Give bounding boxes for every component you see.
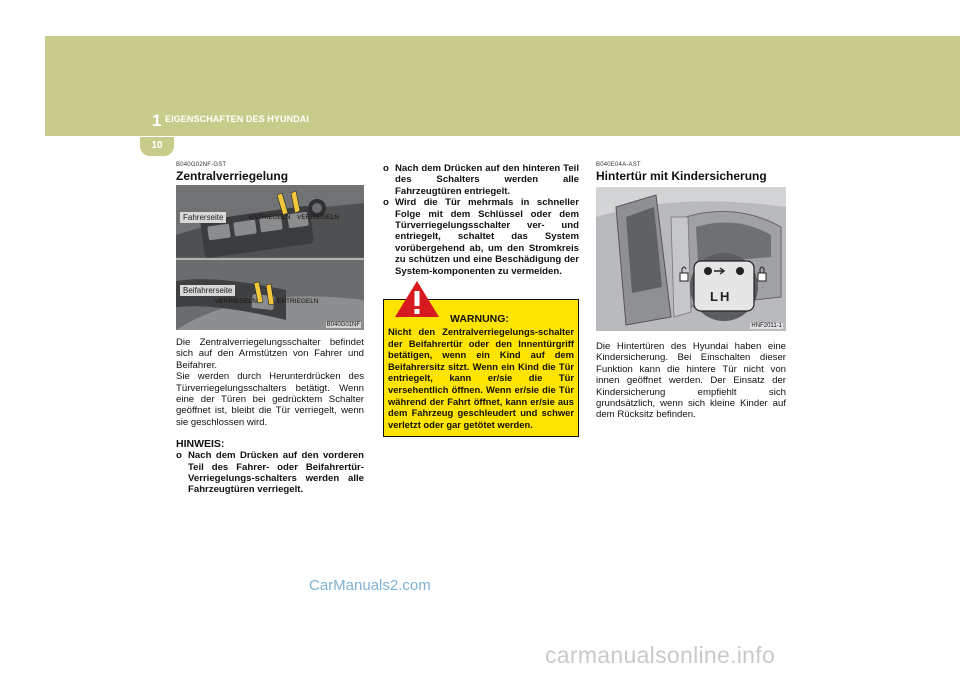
door-switch-photo [176, 185, 364, 330]
bullet-text: Wird die Tür mehrmals in schneller Folge mit dem Schlüssel oder dem Türverriegelungsschalter ver- und entriegelt, schaltet das System vorübergehend ab, um den Stromkreis zu schützen und eine Beschädigung der System-komponenten zu vermeiden. [395, 197, 579, 277]
bullet-rear-press [383, 163, 579, 197]
section-title: Hintertür mit Kindersicherung [596, 169, 767, 183]
watermark-carmanuals2[interactable]: CarManuals2.com [309, 577, 431, 594]
paragraph-child-lock: Die Hintertüren des Hyundai haben eine Kindersicherung. Bei Einschalten dieser Funktion kann die hintere Tür nicht von innen geöffnet werden. Der Einsatz der Kindersicherung empfiehlt sich grundsätzlich, wenn sich kleine Kinder auf dem Rücksitz befinden. [596, 341, 786, 421]
watermark-carmanualsonline[interactable]: carmanualsonline.info [545, 642, 776, 668]
bullet-text: Nach dem Drücken auf den vorderen Teil des Fahrer- oder Beifahrertür-Verriegelungs-schalters werden alle Fahrzeugtüren verriegelt. [188, 450, 364, 496]
column-central-locking [176, 162, 364, 330]
note-title: HINWEIS: [176, 438, 225, 451]
section-code: B040E04A-AST [596, 162, 641, 168]
door-switch-illustration [176, 185, 364, 330]
photo-code: HNF2011-1 [751, 323, 782, 329]
label-passenger-side: Beifahrerseite [180, 285, 235, 296]
section-code: B040G02NF-GST [176, 162, 227, 168]
label-driver-side: Fahrerseite [180, 212, 226, 223]
column-child-lock [596, 162, 786, 421]
chapter-title: EIGENSCHAFTEN DES HYUNDAI [165, 114, 310, 124]
bullet-marker: o [383, 197, 389, 209]
chapter-number: 1 [152, 111, 162, 130]
rear-door-illustration [596, 187, 786, 331]
label-verriegeln-top: VERRIEGELN [297, 214, 339, 221]
photo-code: B040G01NF [326, 322, 360, 328]
paragraph-location: Die Zentralverriegelungsschalter befindet sich auf den Armstützen von Fahrer und Beifahrer. [176, 337, 364, 371]
label-verriegeln-bottom: VERRIEGELN [215, 298, 257, 305]
column-bullets-warning [383, 163, 579, 437]
bullet-marker: o [383, 163, 389, 174]
lock-label-lh: LH [710, 289, 732, 304]
note-bullet [176, 450, 364, 496]
label-entriegeln-top: ENTRIEGELN [249, 214, 291, 221]
section-title: Zentralverriegelung [176, 169, 289, 183]
label-entriegeln-bottom: ENTRIEGELN [277, 298, 319, 305]
bullet-marker: o [176, 450, 182, 462]
page-number: 10 [151, 140, 163, 151]
bullet-system-protection [383, 197, 579, 277]
warning-text: Nicht den Zentralverriegelungs-schalter der Beifahrertür oder den Innentürgriff betätigen, wenn ein Kind auf dem Beifahrersitz sitzt. Wenn ein Kind die Tür entriegelt, kann er/sie die Tür versehentlich öffnen. Wenn er/sie die Tür während der Fahrt öffnet, kann er/sie aus dem Fahrzeug geschleudert und schwer verletzt oder gar getötet werden. [388, 326, 574, 430]
warning-box [383, 299, 579, 437]
rear-door-photo [596, 187, 786, 331]
warning-triangle-icon [394, 280, 440, 318]
column-central-locking-text [176, 337, 364, 496]
bullet-text: Nach dem Drücken auf den hinteren Teil des Schalters werden alle Fahrzeugtüren entriegelt. [395, 163, 579, 197]
paragraph-operation: Sie werden durch Herunterdrücken des Türverriegelungsschalters betätigt. Wenn eine der Türen bei gedrücktem Schalter geöffnet ist, bleibt die Tür verriegelt, wenn sie geschlossen wird. [176, 371, 364, 428]
warning-title: WARNUNG: [450, 313, 509, 326]
